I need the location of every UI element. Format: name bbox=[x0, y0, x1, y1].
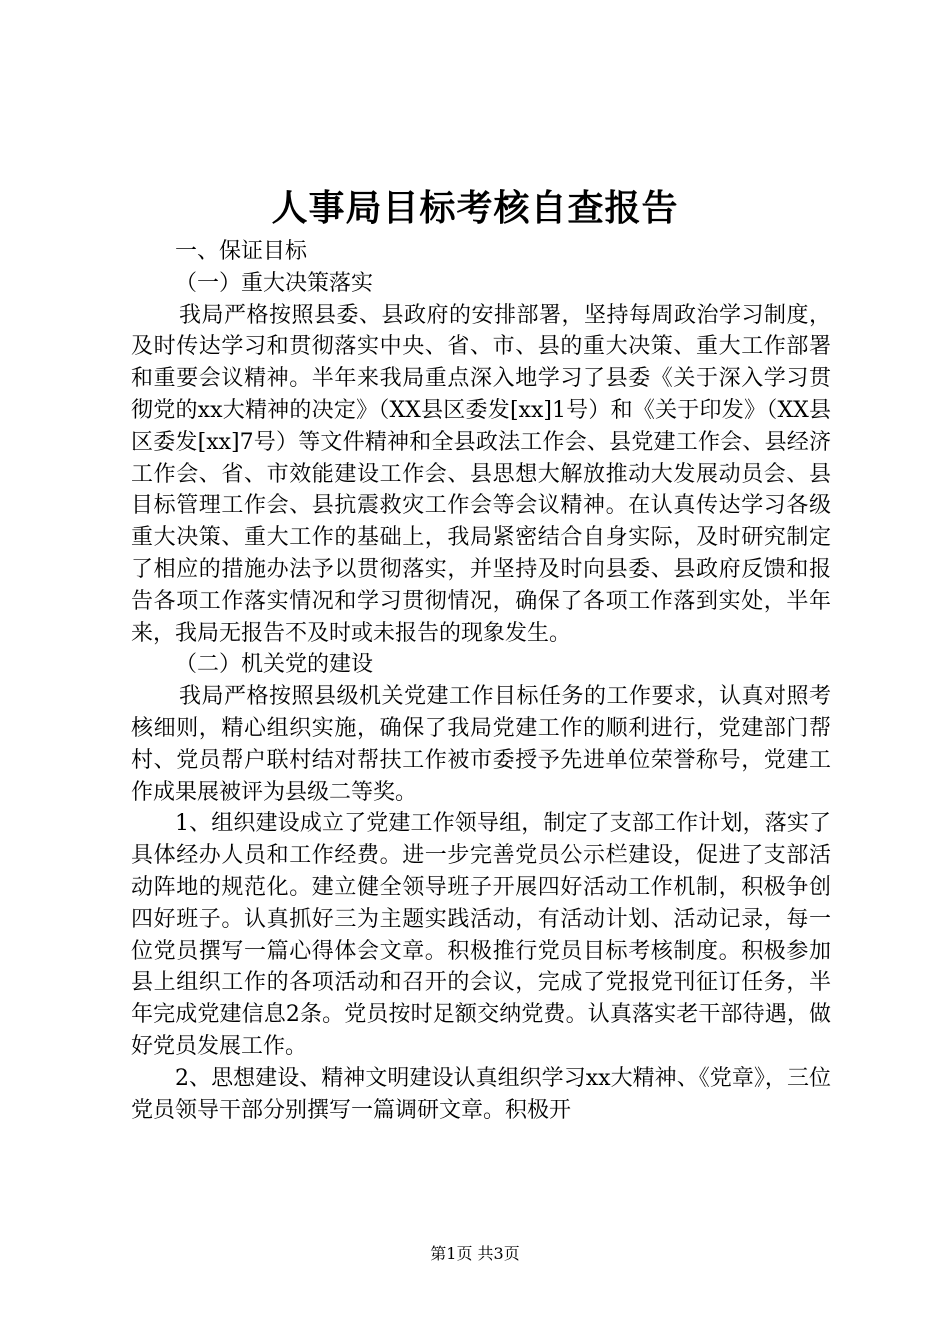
section-heading: 一、保证目标 bbox=[175, 239, 308, 264]
paragraph: 我局严格按照县级机关党建工作目标任务的工作要求，认真对照考核细则，精心组织实施，确保了我局党建工作的顺利进行，党建部门帮村、党员帮户联村结对帮扶工作被市委授予先进单位荣誉称号，党建工作成果展被评为县级二等奖。 bbox=[131, 684, 831, 805]
subsection-heading: （一）重大决策落实 bbox=[175, 270, 374, 296]
paragraph: 1、组织建设成立了党建工作领导组，制定了支部工作计划，落实了具体经办人员和工作经费。进一步完善党员公示栏建设，促进了支部活动阵地的规范化。建立健全领导班子开展四好活动工作机制，积极争创四好班子。认真抓好三为主题实践活动，有活动计划、活动记录，每一位党员撰写一篇心得体会文章。积极推行党员目标考核制度。积极参加县上组织工作的各项活动和召开的会议，完成了党报党刊征订任务，半年完成党建信息2条。党员按时足额交纳党费。认真落实老干部待遇，做好党员发展工作。 bbox=[131, 811, 831, 1059]
document-body bbox=[131, 236, 831, 1126]
subsection-heading: （二）机关党的建设 bbox=[175, 652, 374, 678]
paragraph: 2、思想建设、精神文明建设认真组织学习xx大精神、《党章》，三位党员领导干部分别撰写一篇调研文章。积极开 bbox=[131, 1065, 831, 1123]
paragraph: 我局严格按照县委、县政府的安排部署，坚持每周政治学习制度，及时传达学习和贯彻落实中央、省、市、县的重大决策、重大工作部署和重要会议精神。半年来我局重点深入地学习了县委《关于深入学习贯彻党的xx大精神的决定》（XX县区委发[xx]1号）和《关于印发》（XX县区委发[xx]7号）等文件精神和全县政法工作会、县党建工作会、县经济工作会、省、市效能建设工作会、县思想大解放推动大发展动员会、县目标管理工作会、县抗震救灾工作会等会议精神。在认真传达学习各级重大决策、重大工作的基础上，我局紧密结合自身实际，及时研究制定了相应的措施办法予以贯彻落实，并坚持及时向县委、县政府反馈和报告各项工作落实情况和学习贯彻情况，确保了各项工作落到实处，半年来，我局无报告不及时或未报告的现象发生。 bbox=[131, 302, 831, 646]
page-footer: 第1页 共3页 bbox=[430, 1244, 520, 1263]
document-title: 人事局目标考核自查报告 bbox=[271, 187, 679, 229]
